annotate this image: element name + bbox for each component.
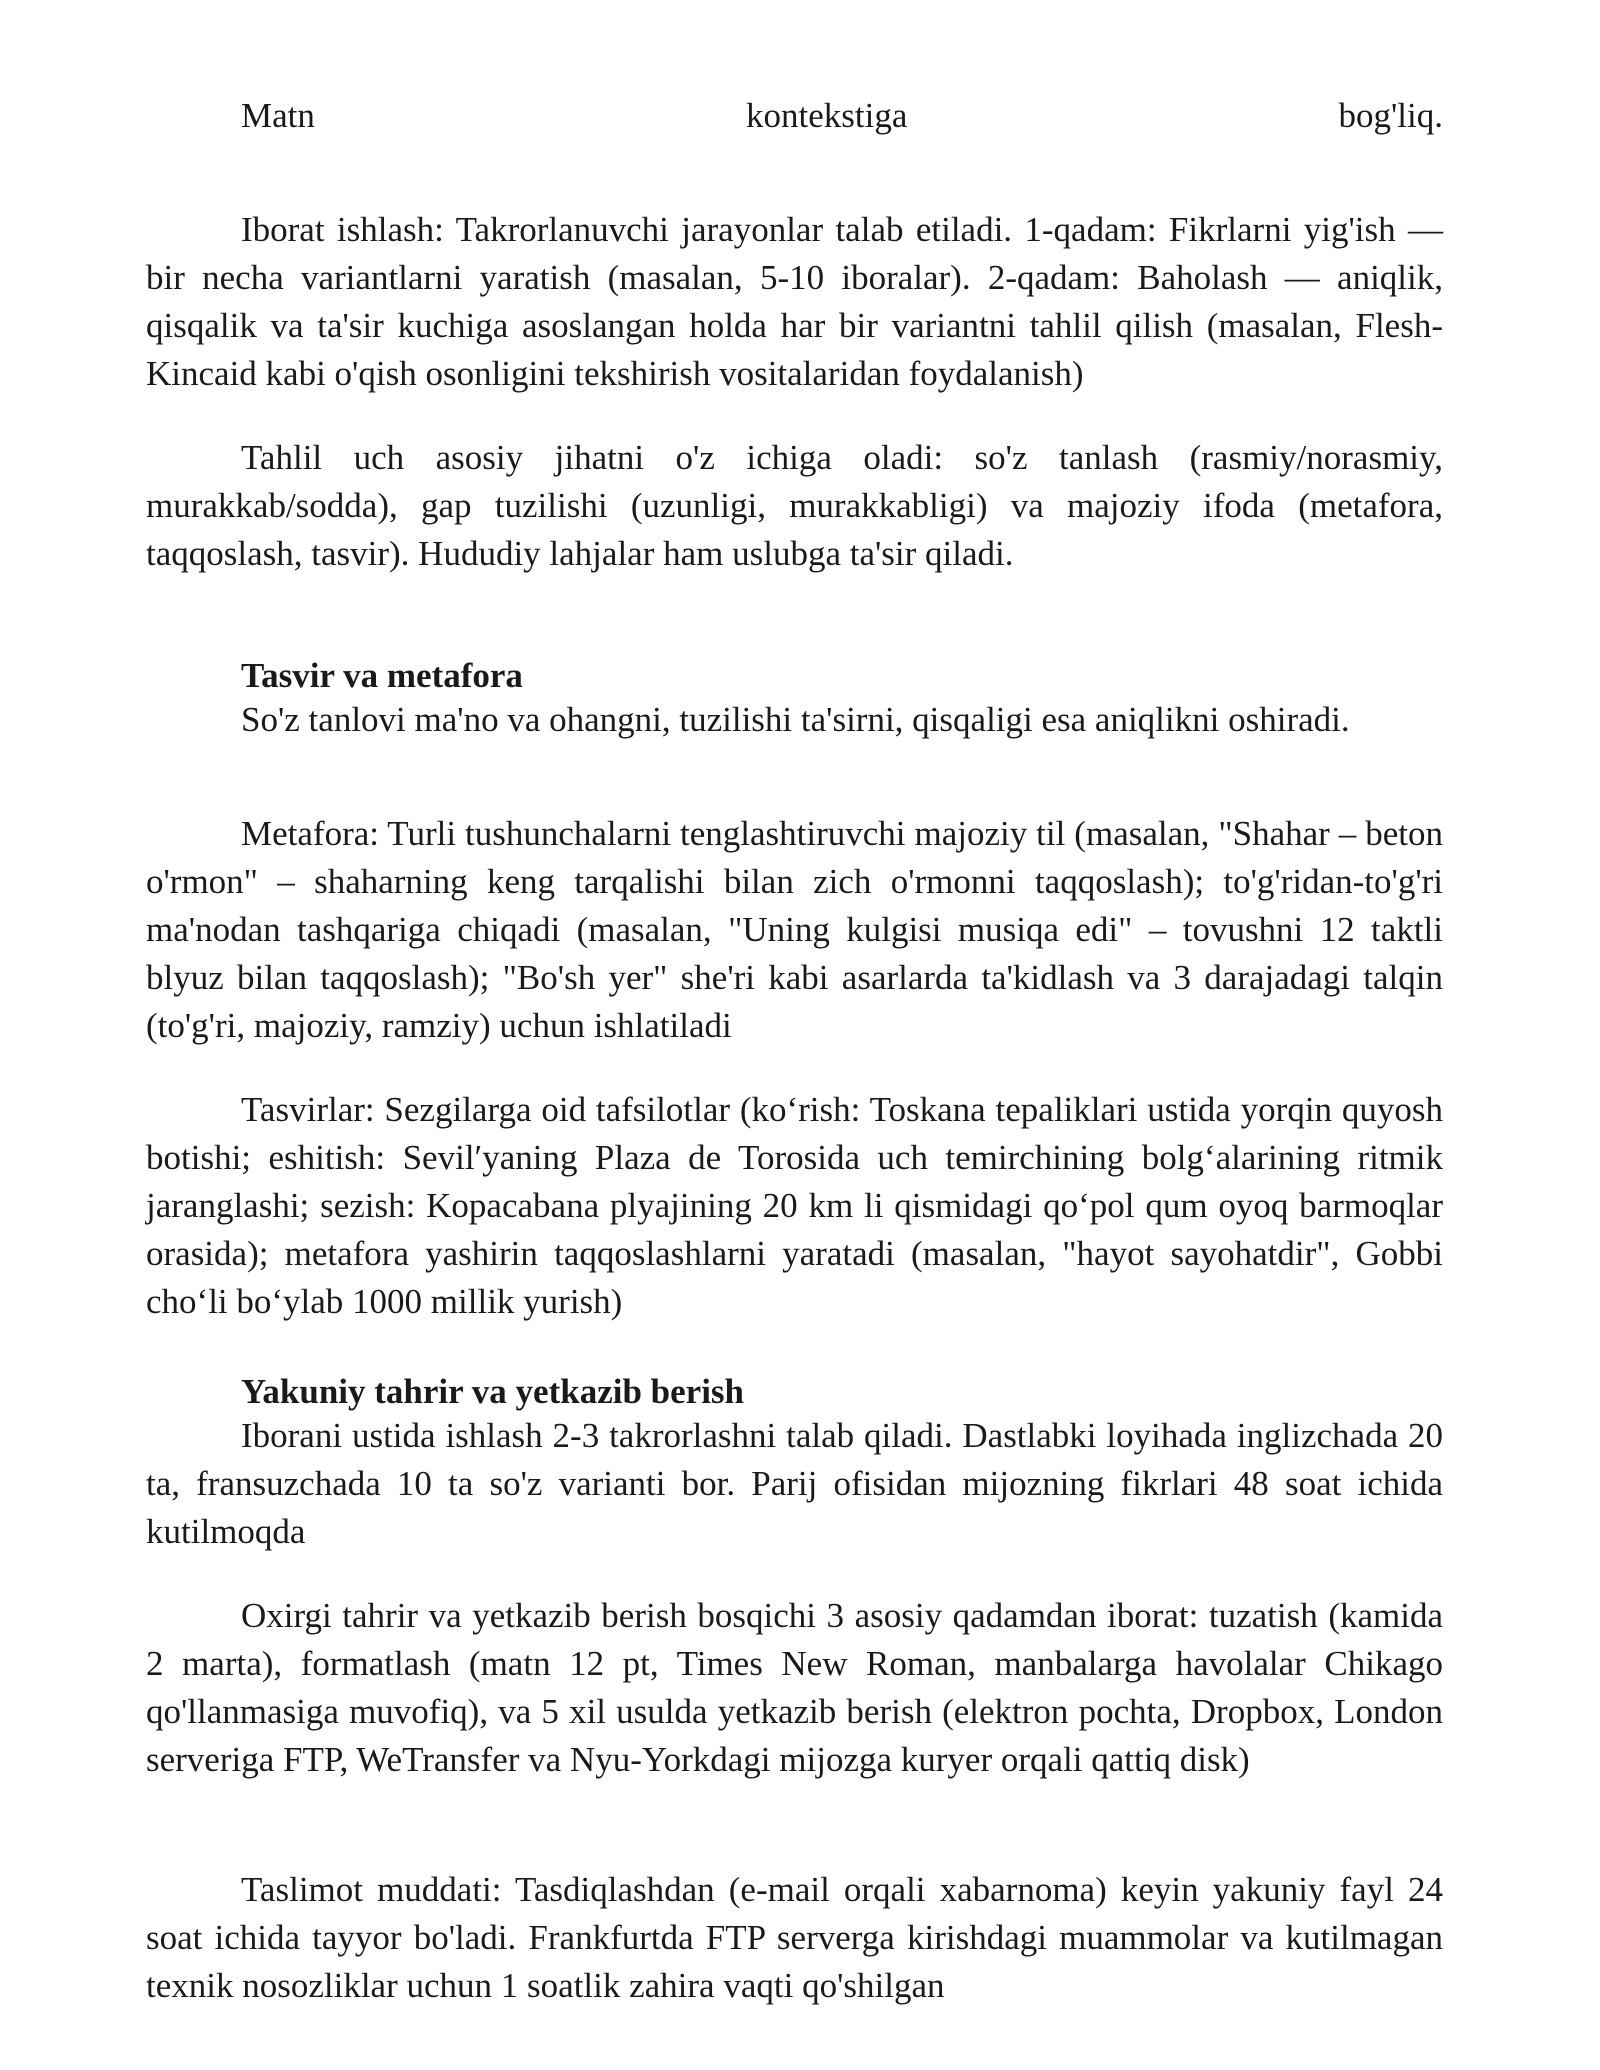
- paragraph-metafora: Metafora: Turli tushunchalarni tenglashtiruvchi majoziy til (masalan, "Shahar – beton o'rmon" – shaharning keng tarqalishi bilan zich o'rmonni taqqoslash); to'g'ridan-to'g'ri ma'nodan tashqariga chiqadi (masalan, "Uning kulgisi musiqa edi" – tovushni 12 taktli blyuz bilan taqqoslash); "Bo'sh yer" she'ri kabi asarlarda ta'kidlash va 3 darajadagi talqin (to'g'ri, majoziy, ramziy) uchun ishlatiladi: [146, 814, 1443, 1045]
- paragraph-soz-tanlovi: So'z tanlovi ma'no va ohangni, tuzilishi ta'sirni, qisqaligi esa aniqlikni oshiradi.: [241, 700, 1350, 739]
- word-matn: Matn: [241, 96, 315, 135]
- heading-tasvir-va-metafora: Tasvir va metafora: [241, 656, 523, 695]
- line-matn-kontekstiga: [241, 92, 1443, 140]
- word-kontekstiga: kontekstiga: [746, 96, 908, 135]
- paragraph-iborat-ishlash: Iborat ishlash: Takrorlanuvchi jarayonlar talab etiladi. 1-qadam: Fikrlarni yig'ish — bir necha variantlarni yaratish (masalan, 5-10 iboralar). 2-qadam: Baholash — aniqlik, qisqalik va ta'sir kuchiga asoslangan holda har bir variantni tahlil qilish (masalan, Flesh-Kincaid kabi o'qish osonligini tekshirish vositalaridan foydalanish): [146, 210, 1443, 393]
- paragraph-tahlil: Tahlil uch asosiy jihatni o'z ichiga oladi: so'z tanlash (rasmiy/norasmiy, murakkab/sodda), gap tuzilishi (uzunligi, murakkabligi) va majoziy ifoda (metafora, taqqoslash, tasvir). Hududiy lahjalar ham uslubga ta'sir qiladi.: [146, 438, 1443, 573]
- heading-yakuniy-tahrir: Yakuniy tahrir va yetkazib berish: [241, 1372, 745, 1411]
- paragraph-tasvirlar: Tasvirlar: Sezgilarga oid tafsilotlar (ko‘rish: Toskana tepaliklari ustida yorqin quyosh botishi; eshitish: Sevil′yaning Plaza de Torosida uch temirchining bolg‘alarining ritmik jaranglashi; sezish: Kopacabana plyajining 20 km li qismidagi qo‘pol qum oyoq barmoqlar orasida); metafora yashirin taqqoslashlarni yaratadi (masalan, "hayot sayohatdir", Gobbi cho‘li bo‘ylab 1000 millik yurish): [146, 1090, 1443, 1321]
- paragraph-oxirgi-tahrir: Oxirgi tahrir va yetkazib berish bosqichi 3 asosiy qadamdan iborat: tuzatish (kamida 2 marta), formatlash (matn 12 pt, Times New Roman, manbalarga havolalar Chikago qo'llanmasiga muvofiq), va 5 xil usulda yetkazib berish (elektron pochta, Dropbox, London serveriga FTP, WeTransfer va Nyu-Yorkdagi mijozga kuryer orqali qattiq disk): [146, 1596, 1443, 1779]
- word-bogliq: bog'liq.: [1338, 96, 1443, 135]
- paragraph-taslimot-muddati: Taslimot muddati: Tasdiqlashdan (e-mail orqali xabarnoma) keyin yakuniy fayl 24 soat ichida tayyor bo'ladi. Frankfurtda FTP serverga kirishdagi muammolar va kutilmagan texnik nosozliklar uchun 1 soatlik zahira vaqti qo'shilgan: [146, 1870, 1443, 2005]
- paragraph-iborani-ustida: Iborani ustida ishlash 2-3 takrorlashni talab qiladi. Dastlabki loyihada inglizchada 20 ta, fransuzchada 10 ta so'z varianti bor. Parij ofisidan mijozning fikrlari 48 soat ichida kutilmoqda: [146, 1416, 1443, 1551]
